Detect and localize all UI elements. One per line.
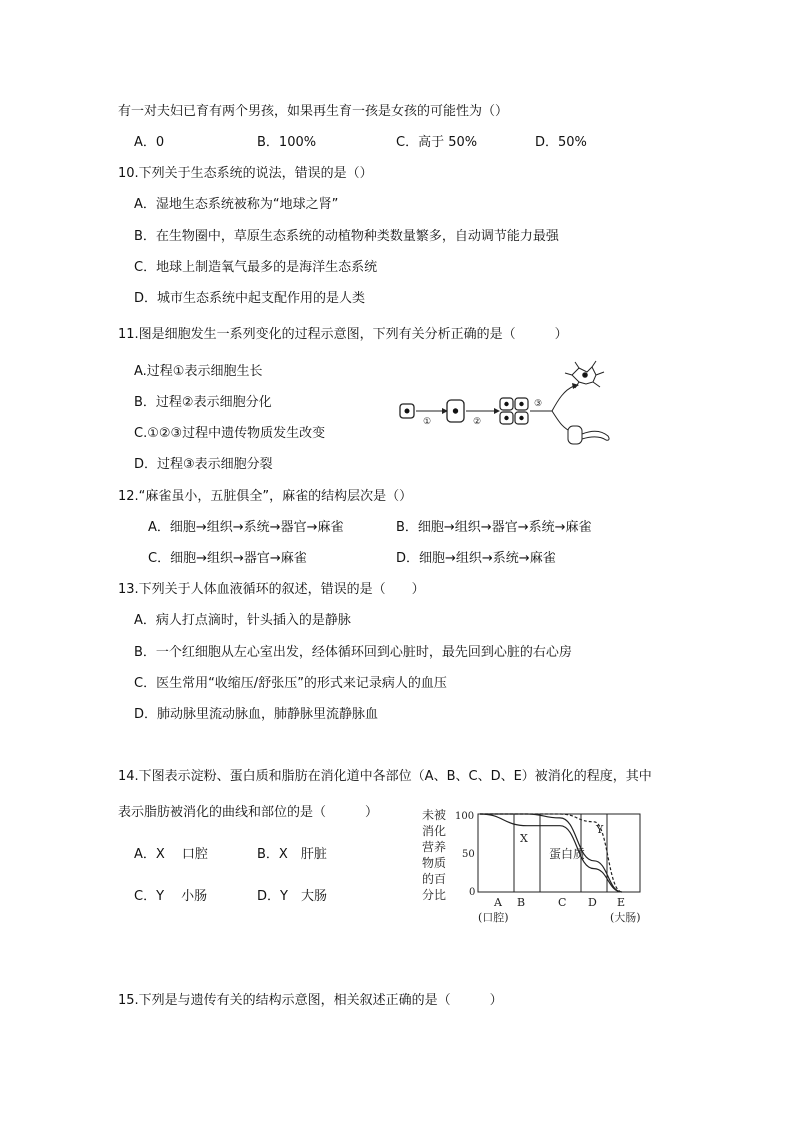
y-label-2: 消化	[422, 824, 447, 838]
y-label-1: 未被	[422, 808, 447, 822]
q9-option-a: A．0	[134, 135, 165, 150]
series-y-label: Y	[596, 823, 604, 836]
q12-option-b: B．细胞→组织→器官→系统→麻雀	[396, 520, 592, 535]
q11-option-a: A.过程①表示细胞生长	[134, 364, 263, 379]
q14-option-d: D．Y 大肠	[257, 889, 327, 904]
q11-option-c: C.①②③过程中遗传物质发生改变	[134, 426, 326, 441]
x-sub-left: (口腔)	[478, 911, 509, 924]
q9-option-d: D．50%	[535, 135, 587, 150]
q9-option-c: C．高于 50%	[396, 135, 478, 150]
q10-option-d: D．城市生态系统中起支配作用的是人类	[134, 291, 366, 306]
elongated-cell-icon	[568, 426, 609, 444]
y-label-5: 的百	[422, 872, 447, 886]
x-tick-c: C	[558, 896, 567, 909]
cell-process-diagram	[396, 360, 621, 450]
x-tick-e: E	[617, 896, 626, 909]
q10-option-b: B．在生物圈中，草原生态系统的动植物种类数量繁多，自动调节能力最强	[134, 229, 559, 244]
q9-stem: 有一对夫妇已育有两个男孩，如果再生育一孩是女孩的可能性为（）	[118, 104, 509, 119]
q10-option-c: C．地球上制造氧气最多的是海洋生态系统	[134, 260, 378, 275]
q12-option-a: A．细胞→组织→系统→器官→麻雀	[148, 520, 344, 535]
q13-option-c: C．医生常用“收缩压/舒张压”的形式来记录病人的血压	[134, 676, 447, 691]
y-tick-50: 50	[462, 849, 475, 860]
q12-option-c: C．细胞→组织→器官→麻雀	[148, 551, 307, 566]
process-2-label: ②	[473, 417, 482, 427]
q14-option-a: A．X 口腔	[134, 847, 208, 862]
q13-option-b: B．一个红细胞从左心室出发，经体循环回到心脏时，最先回到心脏的右心房	[134, 645, 572, 660]
series-protein-label: 蛋白质	[549, 847, 586, 861]
process-1-label: ①	[423, 417, 432, 427]
q12-stem: 12.“麻雀虽小，五脏俱全”，麻雀的结构层次是（）	[118, 489, 413, 504]
y-tick-100: 100	[455, 811, 475, 822]
q13-option-d: D．肺动脉里流动脉血，肺静脉里流静脉血	[134, 707, 379, 722]
q14-stem-line1: 14.下图表示淀粉、蛋白质和脂肪在消化道中各部位（A、B、C、D、E）被消化的程度，其中	[118, 769, 652, 784]
q11-option-d: D．过程③表示细胞分裂	[134, 457, 273, 472]
q11-option-b: B．过程②表示细胞分化	[134, 395, 272, 410]
q11-stem: 11.图是细胞发生一系列变化的过程示意图，下列有关分析正确的是（ ）	[118, 327, 568, 342]
q15-stem: 15.下列是与遗传有关的结构示意图，相关叙述正确的是（ ）	[118, 993, 503, 1008]
x-tick-b: B	[517, 896, 526, 909]
q13-option-a: A．病人打点滴时，针头插入的是静脉	[134, 613, 351, 628]
x-tick-a: A	[494, 896, 502, 909]
x-sub-right: (大肠)	[610, 911, 641, 924]
q13-stem: 13.下列关于人体血液循环的叙述，错误的是（ ）	[118, 582, 425, 597]
y-axis-label	[422, 807, 446, 902]
q14-option-c: C．Y 小肠	[134, 889, 208, 904]
x-tick-d: D	[588, 896, 597, 909]
y-label-6: 分比	[422, 888, 447, 902]
digestion-chart	[418, 803, 654, 927]
process-3-label: ③	[534, 399, 543, 409]
q12-option-d: D．细胞→组织→系统→麻雀	[396, 551, 556, 566]
series-x-label: X	[520, 832, 528, 845]
q10-stem: 10.下列关于生态系统的说法，错误的是（）	[118, 166, 373, 181]
q9-option-b: B．100%	[257, 135, 317, 150]
q14-stem-line2: 表示脂肪被消化的曲线和部位的是（ ）	[118, 805, 379, 820]
y-label-3: 营养	[422, 840, 447, 854]
y-tick-0: 0	[469, 887, 476, 898]
cell-cluster	[500, 398, 528, 424]
q10-option-a: A．湿地生态系统被称为“地球之肾”	[134, 197, 339, 212]
nerve-cell-icon	[565, 361, 604, 388]
y-label-4: 物质	[422, 856, 447, 870]
q14-option-b: B．X 肝脏	[257, 847, 327, 862]
